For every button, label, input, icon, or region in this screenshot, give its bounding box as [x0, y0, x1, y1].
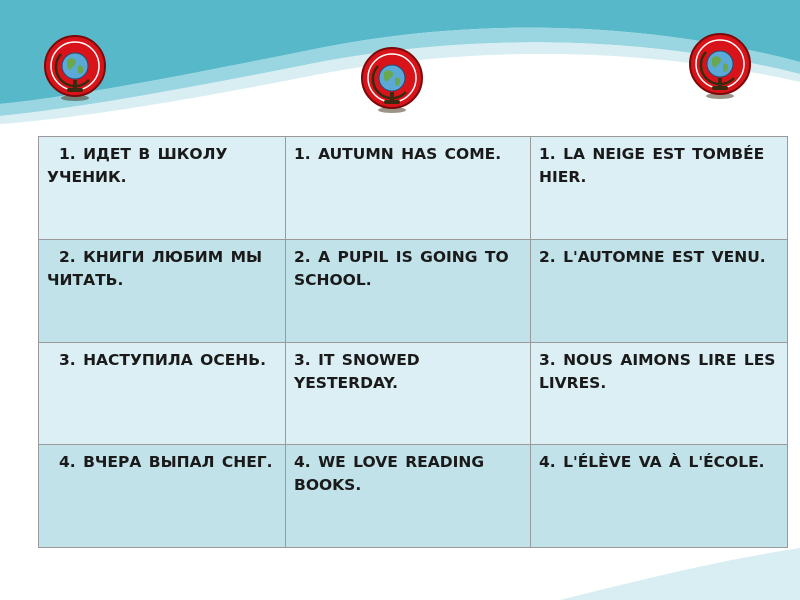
globe-icon [688, 28, 752, 100]
globe-icon [43, 30, 107, 102]
french-sentence-cell: 1. LA NEIGE EST TOMBÉE HIER. [531, 137, 788, 240]
english-sentence-cell: 1. AUTUMN HAS COME. [286, 137, 531, 240]
table-row [39, 137, 788, 240]
table-row [39, 445, 788, 548]
table-row [39, 342, 788, 445]
russian-sentence-cell: 4. ВЧЕРА ВЫПАЛ СНЕГ. [39, 445, 286, 548]
english-sentence-cell: 3. IT SNOWED YESTERDAY. [286, 342, 531, 445]
russian-sentence-cell: 1. ИДЕТ В ШКОЛУ УЧЕНИК. [39, 137, 286, 240]
french-sentence-cell: 3. NOUS AIMONS LIRE LES LIVRES. [531, 342, 788, 445]
english-sentence-cell: 4. WE LOVE READING BOOKS. [286, 445, 531, 548]
sentence-table [38, 136, 788, 548]
russian-sentence-cell: 3. НАСТУПИЛА ОСЕНЬ. [39, 342, 286, 445]
french-sentence-cell: 2. L'AUTOMNE EST VENU. [531, 239, 788, 342]
table-row [39, 239, 788, 342]
french-sentence-cell: 4. L'ÉLÈVE VA À L'ÉCOLE. [531, 445, 788, 548]
globe-icon [360, 42, 424, 114]
english-sentence-cell: 2. A PUPIL IS GOING TO SCHOOL. [286, 239, 531, 342]
russian-sentence-cell: 2. КНИГИ ЛЮБИМ МЫ ЧИТАТЬ. [39, 239, 286, 342]
